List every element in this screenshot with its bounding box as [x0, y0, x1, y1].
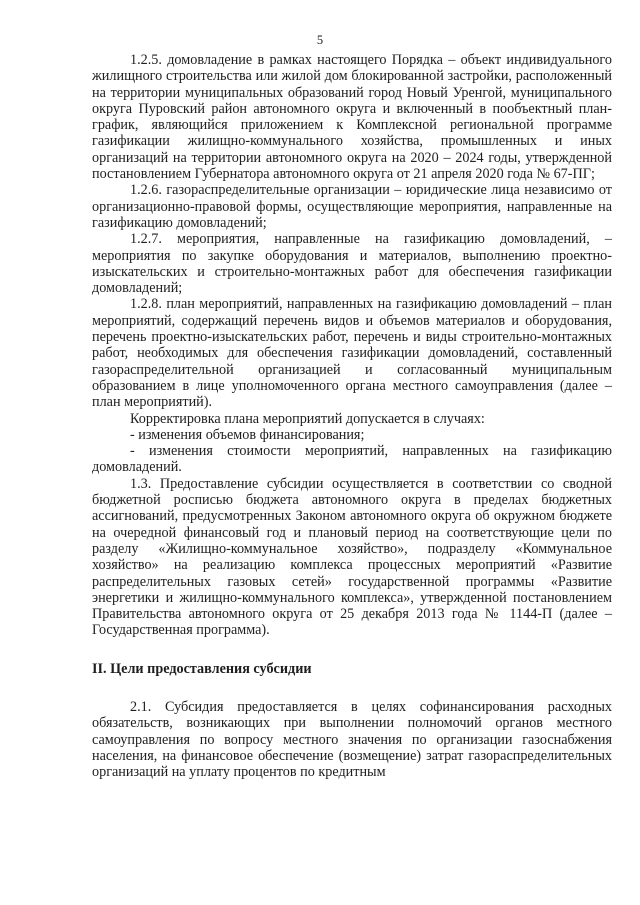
- paragraph-1-3: 1.3. Предоставление субсидии осуществляется в соответствии со сводной бюджетной росписью бюджета автономного округа в пределах бюджетных ассигнований, предусмотренных Законом автономного округа об окружном бюджете на очередной финансовый год и плановый период на соответствующие цели по разделу «Жилищно-коммунальное хозяйство», подразделу «Коммунальное хозяйство» на реализацию комплекса процессных мероприятий «Развитие распределительных газовых сетей» государственной программы «Развитие энергетики и жилищно-коммунального комплекса», утвержденной постановлением Правительства автономного округа от 25 декабря 2013 года № 1144-П (далее – Государственная программа).: [92, 475, 612, 639]
- section-title: II. Цели предоставления субсидии: [92, 660, 312, 677]
- list-item-funding-change: - изменения объемов финансирования;: [130, 426, 365, 443]
- paragraph-1-2-6: 1.2.6. газораспределительные организации – юридические лица независимо от организационно-правовой формы, осуществляющие мероприятия, направленные на газификацию домовладений;: [92, 182, 612, 231]
- paragraph-1-2-5: 1.2.5. домовладение в рамках настоящего Порядка – объект индивидуального жилищного строительства или жилой дом блокированной застройки, расположенный на территории муниципальных образований город Новый Уренгой, муниципального округа Пуровский район автономного округа и включенный в пообъектный план-график, являющийся приложением к Комплексной региональной программе газификации жилищно-коммунального хозяйства, промышленных и иных организаций на территории автономного округа на 2020 – 2024 годы, утвержденной постановлением Губернатора автономного округа от 21 апреля 2020 года № 67-ПГ;: [92, 52, 612, 183]
- page-number: 5: [316, 33, 324, 47]
- list-item-cost-change: - изменения стоимости мероприятий, направленных на газификацию домовладений.: [92, 443, 612, 476]
- paragraph-2-1: 2.1. Субсидия предоставляется в целях софинансирования расходных обязательств, возникающих при выполнении полномочий органов местного самоуправления по вопросу местного значения по организации газоснабжения населения, на финансовое обеспечение (возмещение) затрат газораспределительных организаций на уплату процентов по кредитным: [92, 698, 612, 781]
- paragraph-1-2-8: 1.2.8. план мероприятий, направленных на газификацию домовладений – план мероприятий, содержащий перечень видов и объемов материалов и оборудования, перечень проектно-изыскательских работ, перечень и виды строительно-монтажных работ, необходимых для обеспечения газификации домовладений, составленный газораспределительной организацией и согласованный муниципальным образованием в лице уполномоченного органа местного самоуправления (далее – план мероприятий).: [92, 296, 612, 411]
- paragraph-1-2-7: 1.2.7. мероприятия, направленные на газификацию домовладений, – мероприятия по закупке оборудования и материалов, выполнению проектно-изыскательских и строительно-монтажных работ для обеспечения газификации домовладений;: [92, 231, 612, 297]
- document-body: [92, 52, 612, 780]
- paragraph-correction-intro: Корректировка плана мероприятий допускается в случаях:: [130, 410, 485, 427]
